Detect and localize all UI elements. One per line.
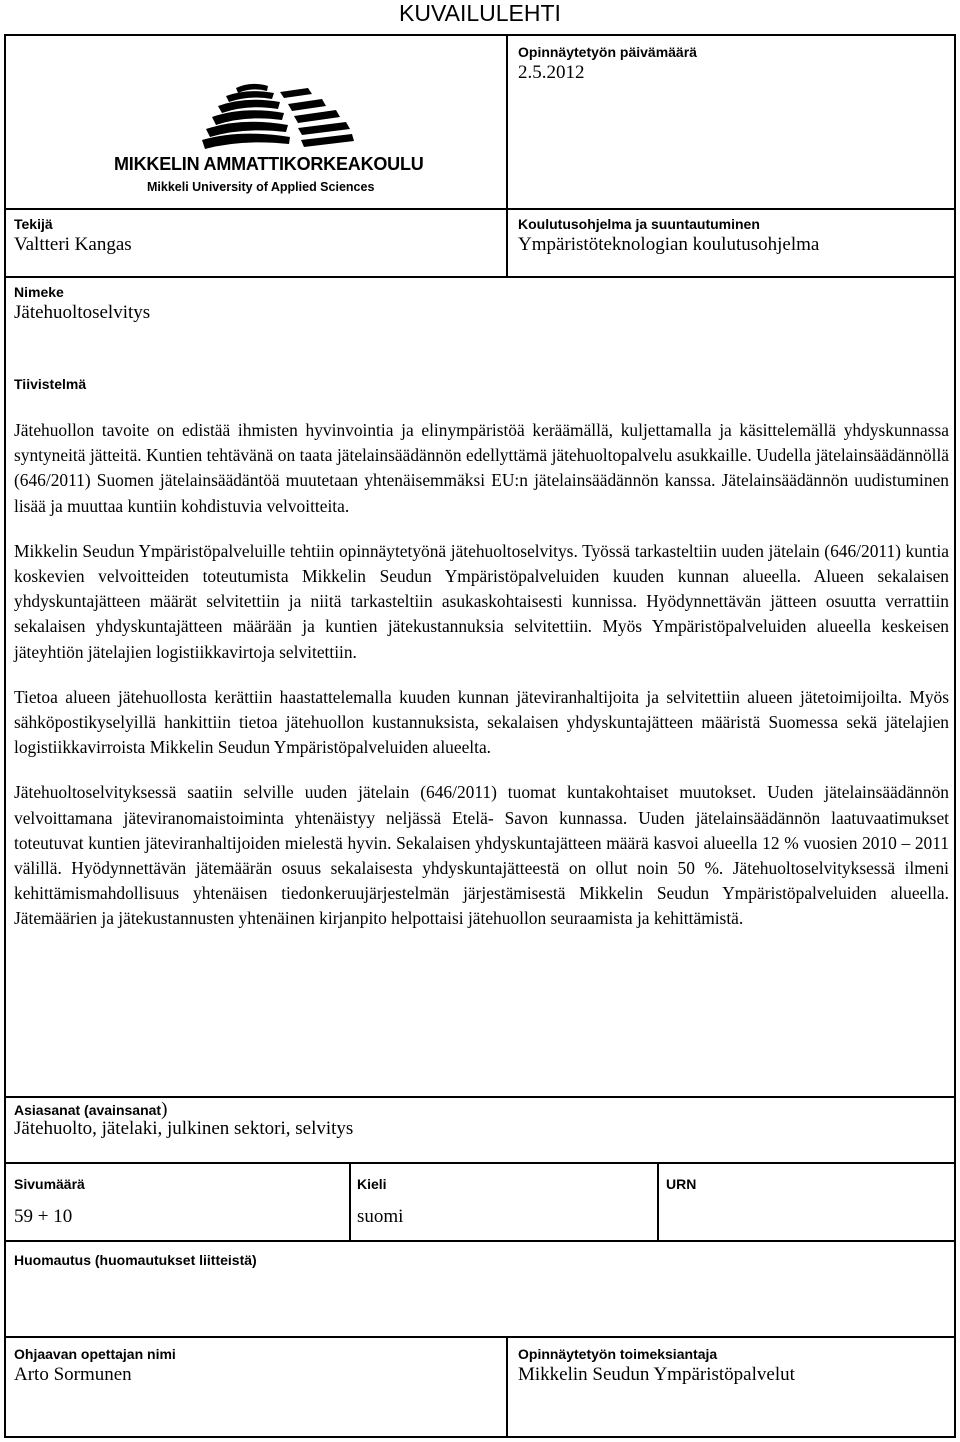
- page-count-value: 59 + 10: [14, 1206, 73, 1227]
- page-count-field: [14, 1176, 344, 1228]
- logo-name: MIKKELIN AMMATTIKORKEAKOULU: [114, 154, 424, 174]
- title-label: Nimeke: [14, 284, 64, 300]
- supervisor-value: Arto Sormunen: [14, 1364, 132, 1385]
- divider: [6, 1096, 954, 1098]
- urn-field: [666, 1176, 946, 1206]
- abstract-section: [14, 376, 949, 952]
- program-field: [518, 216, 948, 256]
- abstract-paragraph: Mikkelin Seudun Ympäristöpalveluille tehtiin opinnäytetyönä jätehuoltoselvitys. Työssä tarkasteltiin uuden jätelain (646/2011) kuntia koskevien velvoitteiden toteutumista Mikkelin Seudun Ympäristöpalveluiden kuuden kunnan alueella. Alueen sekalaisen yhdyskuntajätteen määrät selvitettiin ja niitä tarkasteltiin asukaskohtaisesti kunnissa. Hyödynnettävän jätteen osuutta verrattiin sekalaisen yhdyskuntajätteen määrään ja kuntien jätekustannuksia selvitettiin. Myös Ympäristöpalveluiden alueella keskeisen jäteyhtiön jätelajien logistiikkavirtoja selvitettiin.: [14, 540, 949, 662]
- divider: [506, 1336, 508, 1438]
- keywords-value: Jätehuolto, jätelaki, julkinen sektori, selvitys: [14, 1118, 354, 1139]
- author-label: Tekijä: [14, 216, 53, 232]
- divider: [6, 1240, 954, 1242]
- page-title: KUVAILULEHTI: [399, 0, 561, 26]
- date-field: [518, 44, 948, 84]
- date-label: Opinnäytetyön päivämäärä: [518, 44, 697, 60]
- title-value: Jätehuoltoselvitys: [14, 302, 151, 323]
- supervisor-field: [14, 1346, 499, 1386]
- university-logo: [114, 82, 424, 202]
- divider: [349, 1162, 351, 1240]
- divider: [6, 276, 954, 278]
- divider: [6, 208, 954, 210]
- date-value: 2.5.2012: [518, 62, 585, 83]
- author-field: [14, 216, 494, 256]
- divider: [6, 1336, 954, 1338]
- program-value: Ympäristöteknologian koulutusohjelma: [518, 234, 820, 255]
- mamk-logo-icon: [196, 82, 356, 152]
- keywords-label: Asiasanat (avainsanat): [14, 1099, 168, 1120]
- commissioner-value: Mikkelin Seudun Ympäristöpalvelut: [518, 1364, 795, 1385]
- page-count-label: Sivumäärä: [14, 1176, 85, 1192]
- urn-label: URN: [666, 1176, 697, 1192]
- abstract-paragraph: Tietoa alueen jätehuollosta kerättiin haastattelemalla kuuden kunnan jäteviranhaltijoita ja selvitettiin alueen jätetoimijoilta. Myös sähköpostikyselyillä hankittiin tietoa jätehuollon kustannuksista, sekalaisen yhdyskuntajätteen määristä Suomessa sekä jätelajien logistiikkavirroista Mikkelin Seudun Ympäristöpalveluiden alueelta.: [14, 686, 949, 758]
- notes-field: [14, 1252, 944, 1268]
- keywords-field: [14, 1099, 944, 1140]
- abstract-paragraph: Jätehuoltoselvityksessä saatiin selville uuden jätelain (646/2011) tuomat kuntakohtaiset muutokset. Uuden jätelainsäädännön velvoittamana jäteviranomaistoiminta yhtenäistyy neljässä Etelä- Savon kunnassa. Uuden jätelainsäädännön laatuvaatimukset toteutuvat kuntien jäteviranhaltijoiden mielestä hyvin. Sekalaisen yhdyskuntajätteen määrä kasvoi alueella 12 % vuosien 2010 – 2011 välillä. Hyödynnettävän jätemäärän osuus sekalaisesta yhdyskuntajätteestä on ollut noin 50 %. Jätehuoltoselvityksessä ilmeni kehittämismahdollisuus yhtenäisen tiedonkeruujärjestelmän järjestämisestä Mikkelin Seudun Ympäristöpalveluiden alueella. Jätemäärien ja jätekustannusten yhtenäinen kirjanpito helpottaisi jätehuollon seuraamista ja kehittämistä.: [14, 782, 949, 929]
- commissioner-field: [518, 1346, 948, 1386]
- divider: [657, 1162, 659, 1240]
- thesis-title-field: [14, 284, 944, 324]
- supervisor-label: Ohjaavan opettajan nimi: [14, 1346, 176, 1362]
- logo-subtitle: Mikkeli University of Applied Sciences: [147, 180, 375, 194]
- description-form: [4, 34, 956, 1438]
- language-value: suomi: [357, 1206, 404, 1227]
- program-label: Koulutusohjelma ja suuntautuminen: [518, 216, 760, 232]
- divider: [506, 36, 508, 276]
- abstract-paragraph: Jätehuollon tavoite on edistää ihmisten hyvinvointia ja elinympäristöä keräämällä, kuljettamalla ja käsittelemällä yhdyskunnassa syntyneitä jätteitä. Kuntien tehtävänä on taata jätelainsäädännön edellyttämä jätehuoltopalvelu asukkaille. Uudella jätelainsäädännöllä (646/2011) Suomen jätelainsäädäntöä muutetaan yhtenäisemmäksi EU:n jätelainsäädännön kanssa. Jätelainsäädännön uudistuminen lisää ja muuttaa kuntiin kohdistuvia velvoitteita.: [14, 420, 949, 516]
- language-label: Kieli: [357, 1176, 387, 1192]
- divider: [6, 1162, 954, 1164]
- abstract-label: Tiivistelmä: [14, 376, 87, 392]
- author-value: Valtteri Kangas: [14, 234, 132, 255]
- commissioner-label: Opinnäytetyön toimeksiantaja: [518, 1346, 718, 1362]
- notes-label: Huomautus (huomautukset liitteistä): [14, 1252, 257, 1268]
- language-field: [357, 1176, 652, 1228]
